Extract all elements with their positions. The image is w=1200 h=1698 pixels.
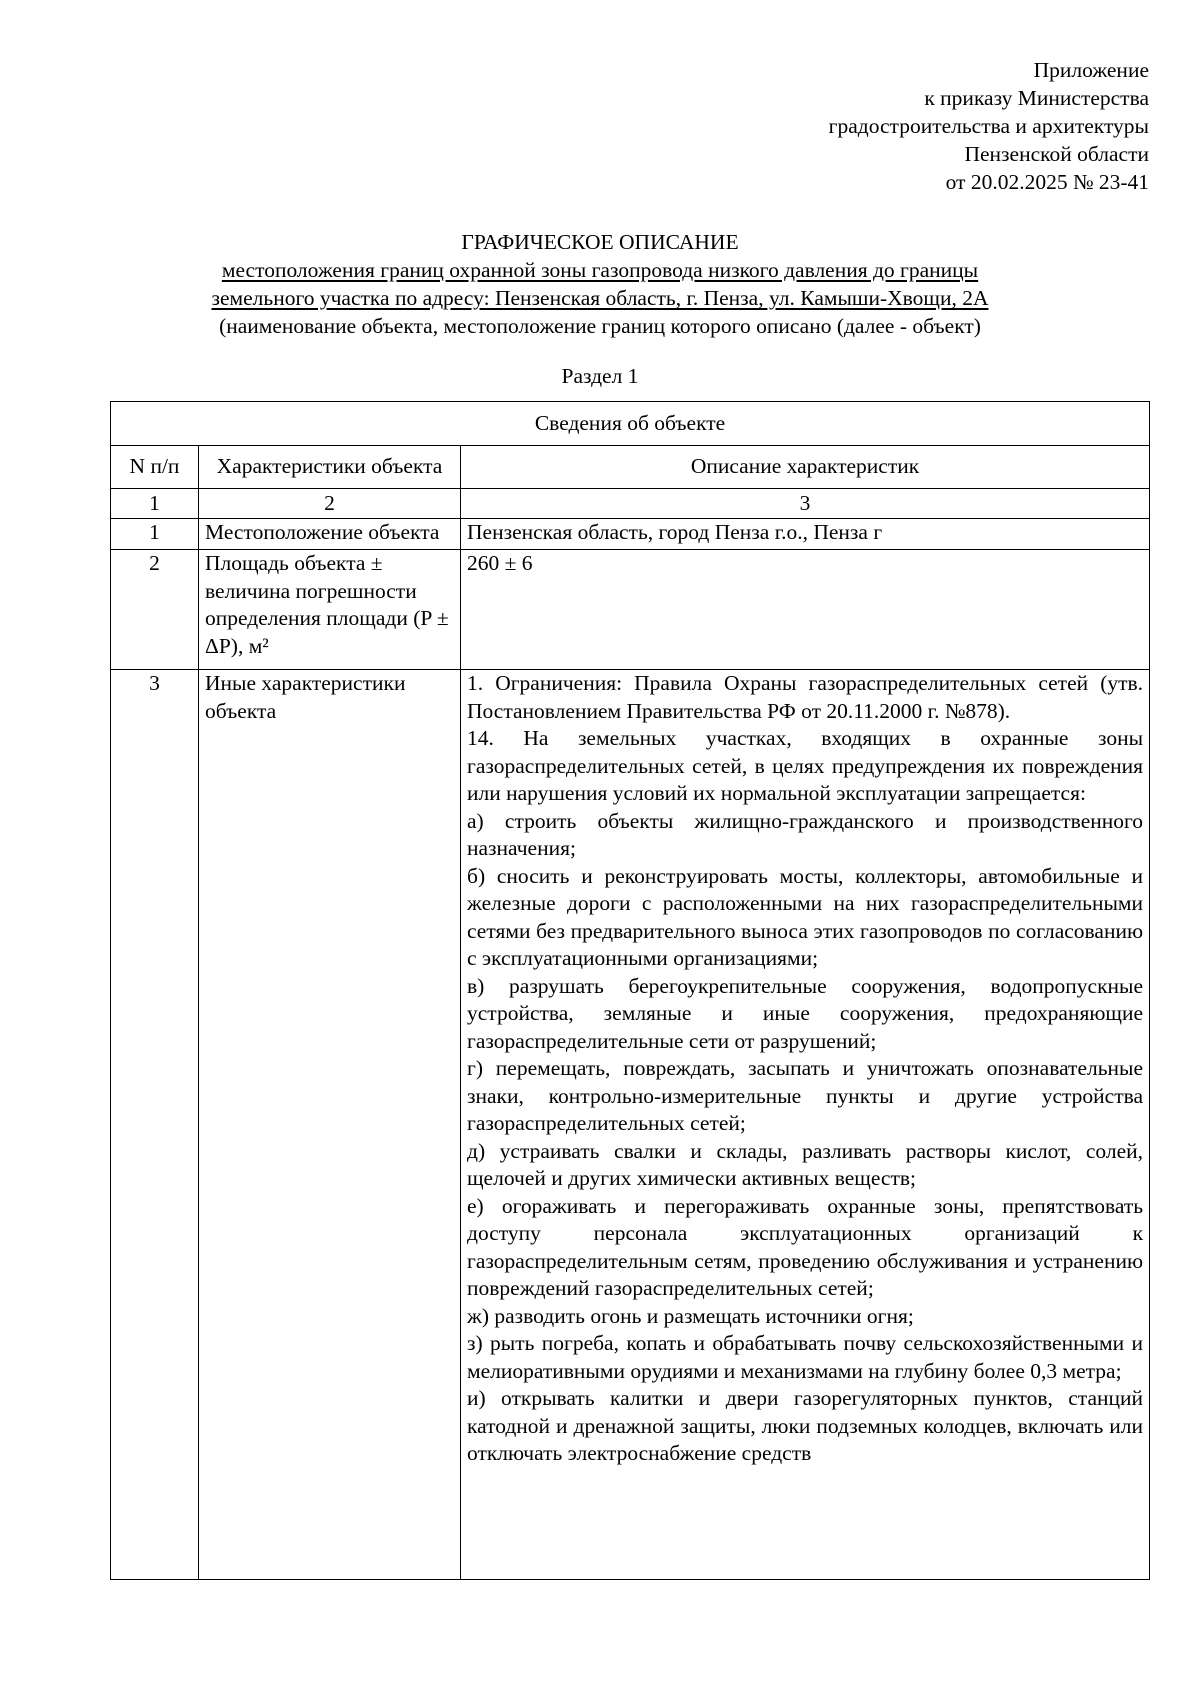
- restriction-paragraph: 1. Ограничения: Правила Охраны газораспределительных сетей (утв. Постановлением Правительства РФ от 20.11.2000 г. №878).: [467, 671, 1144, 723]
- table-row: [111, 519, 1150, 550]
- table-caption: Сведения об объекте: [111, 402, 1150, 446]
- table-header-row: [111, 446, 1150, 489]
- header-characteristic: Характеристики объекта: [199, 446, 461, 489]
- row-value: Пензенская область, город Пенза г.о., Пенза г: [461, 519, 1150, 550]
- document-title: ГРАФИЧЕСКОЕ ОПИСАНИЕ: [461, 230, 739, 254]
- row-number: 2: [111, 550, 199, 670]
- column-number: 2: [199, 489, 461, 519]
- document-title-block: [100, 228, 1100, 340]
- column-number: 3: [461, 489, 1150, 519]
- restriction-item: и) открывать калитки и двери газорегуляторных пунктов, станций катодной и дренажной защиты, люки подземных колодцев, включать или отключать электроснабжение средств: [467, 1386, 1144, 1465]
- restriction-item: е) огораживать и перегораживать охранные зоны, препятствовать доступу персонала эксплуатационных организаций к газораспределительным сетям, проведению обслуживания и устранению повреждений газораспределительных сетей;: [467, 1193, 1144, 1300]
- appendix-block: [829, 56, 1149, 196]
- restriction-item: ж) разводить огонь и размещать источники огня;: [467, 1303, 914, 1328]
- restriction-item: б) сносить и реконструировать мосты, коллекторы, автомобильные и железные дороги с расположенными на них газораспределительными сетями без предварительного выноса этих газопроводов по согласованию с эксплуатационными организациями;: [467, 863, 1144, 970]
- row-number: 1: [111, 519, 199, 550]
- row-number: 3: [111, 670, 199, 1580]
- object-info-table: [110, 401, 1150, 1580]
- restriction-item: а) строить объекты жилищно-гражданского и производственного назначения;: [467, 808, 1144, 860]
- restriction-item: з) рыть погреба, копать и обрабатывать почву сельскохозяйственными и мелиоративными орудиями и механизмами на глубину более 0,3 метра;: [467, 1331, 1144, 1383]
- row-characteristic: Площадь объекта ± величина погрешности определения площади (P ± ΔP), м²: [199, 550, 461, 670]
- restriction-item: в) разрушать берегоукрепительные сооружения, водопропускные устройства, земляные и иные сооружения, предохраняющие газораспределительные сети от разрушений;: [467, 973, 1144, 1053]
- table-row: [111, 550, 1150, 670]
- appendix-date: от 20.02.2025 № 23-41: [945, 170, 1149, 194]
- row-value-restrictions: [461, 670, 1150, 1580]
- row-characteristic: Местоположение объекта: [199, 519, 461, 550]
- column-number: 1: [111, 489, 199, 519]
- row-value: 260 ± 6: [461, 550, 1150, 670]
- restriction-item: г) перемещать, повреждать, засыпать и уничтожать опознавательные знаки, контрольно-измерительные пункты и другие устройства газораспределительных сетей;: [467, 1056, 1144, 1135]
- restriction-paragraph: 14. На земельных участках, входящих в охранные зоны газораспределительных сетей, в целях предупреждения их повреждения или нарушения условий их нормальной эксплуатации запрещается:: [467, 726, 1144, 805]
- appendix-line: к приказу Министерства: [924, 86, 1149, 110]
- object-caption: (наименование объекта, местоположение границ которого описано (далее - объект): [219, 314, 981, 338]
- restriction-item: д) устраивать свалки и склады, разливать растворы кислот, солей, щелочей и других химически активных веществ;: [467, 1138, 1144, 1190]
- object-description-line: земельного участка по адресу: Пензенская область, г. Пенза, ул. Камыши-Хвощи, 2А: [211, 286, 989, 310]
- header-number: N п/п: [111, 446, 199, 489]
- appendix-line: Пензенской области: [964, 142, 1149, 166]
- appendix-line: градостроительства и архитектуры: [828, 114, 1149, 138]
- object-description-line: местоположения границ охранной зоны газопровода низкого давления до границы: [221, 258, 979, 282]
- table-caption-row: [111, 402, 1150, 446]
- appendix-line: Приложение: [1033, 58, 1149, 82]
- row-characteristic: Иные характеристики объекта: [199, 670, 461, 1580]
- column-number-row: [111, 489, 1150, 519]
- header-description: Описание характеристик: [461, 446, 1150, 489]
- section-label: Раздел 1: [561, 364, 639, 388]
- table-row: [111, 670, 1150, 1580]
